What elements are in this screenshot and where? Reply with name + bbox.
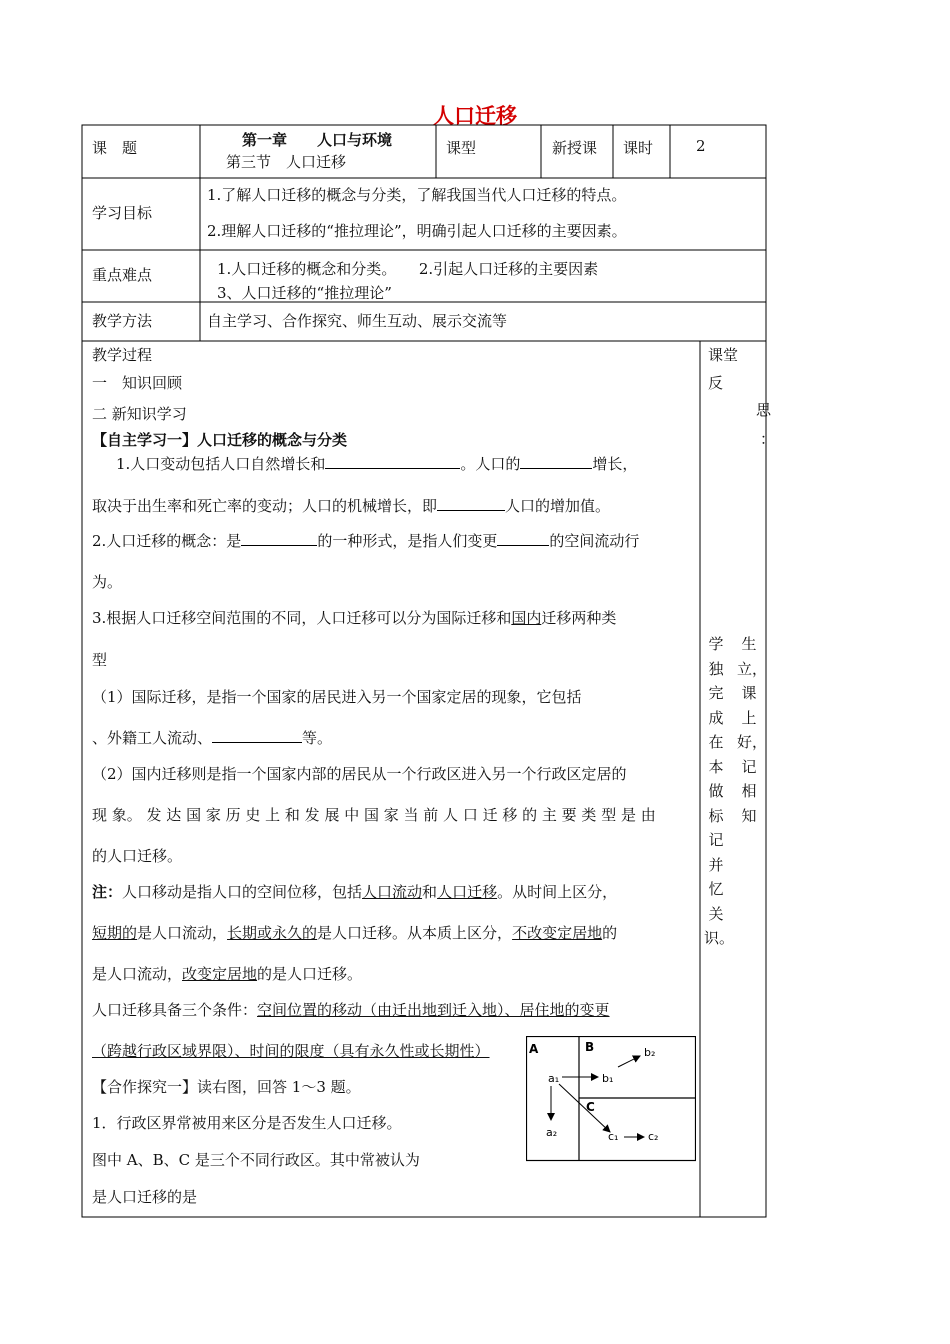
fill-blank[interactable] bbox=[212, 728, 302, 743]
paragraph-2-cont: 为。 bbox=[92, 573, 123, 591]
type-label: 课型 bbox=[446, 139, 477, 157]
note-line-2: 短期的是人口流动，长期或永久的是人口迁移。从本质上区分，不改变定居地的 bbox=[92, 924, 618, 942]
self-study-title: 【自主学习一】人口迁移的概念与分类 bbox=[92, 431, 348, 449]
question-1: 1．行政区界常被用来区分是否发生人口迁移。 bbox=[92, 1114, 402, 1132]
fill-blank[interactable] bbox=[497, 531, 549, 546]
point-a1-label: a₁ bbox=[548, 1072, 560, 1085]
reflection-colon: ： bbox=[760, 430, 776, 448]
key-points-label: 重点难点 bbox=[92, 266, 153, 284]
point-a2-label: a₂ bbox=[546, 1126, 558, 1139]
chapter-title: 第一章 人口与环境 bbox=[242, 131, 393, 149]
migration-diagram bbox=[526, 1036, 696, 1162]
paragraph-1: 1.人口变动包括人口自然增长和 。人口的 增长， bbox=[116, 455, 638, 473]
paragraph-5: （2）国内迁移则是指一个国家内部的居民从一个行政区进入另一个行政区定居的 bbox=[92, 765, 627, 783]
fill-blank[interactable] bbox=[325, 454, 460, 469]
point-b1-label: b₁ bbox=[602, 1072, 614, 1085]
hours-label: 课时 bbox=[623, 139, 654, 157]
reflection-heading-cont: 反 bbox=[708, 374, 724, 392]
conditions-line-1: 人口迁移具备三个条件：空间位置的移动（由迁出地到迁入地）、居住地的变更 bbox=[92, 1001, 610, 1019]
note-line-3: 是人口流动，改变定居地的是人口迁移。 bbox=[92, 965, 363, 983]
paragraph-5-end: 的人口迁移。 bbox=[92, 847, 183, 865]
point-c1-label: c₁ bbox=[608, 1130, 619, 1143]
methods-label: 教学方法 bbox=[92, 312, 153, 330]
review-heading: 一 知识回顾 bbox=[92, 374, 183, 392]
note-line-1: 注：人口移动是指人口的空间位移，包括人口流动和人口迁移。从时间上区分， bbox=[92, 883, 618, 901]
conditions-line-2: （跨越行政区域界限）、时间的限度（具有永久性或长期性） bbox=[92, 1042, 490, 1060]
question-1-cont: 图中 A、B、C 是三个不同行政区。其中常被认为 bbox=[92, 1151, 420, 1169]
region-a-label: A bbox=[529, 1042, 539, 1056]
topic-label: 课 题 bbox=[92, 139, 138, 157]
key-points-line: 3、人口迁移的“推拉理论” bbox=[217, 284, 392, 302]
goal-item: 1.了解人口迁移的概念与分类，了解我国当代人口迁移的特点。 bbox=[207, 186, 627, 204]
region-b-label: B bbox=[585, 1040, 595, 1054]
key-points-line: 1.人口迁移的概念和分类。 2.引起人口迁移的主要因素 bbox=[217, 260, 599, 278]
fill-blank[interactable] bbox=[241, 531, 317, 546]
paragraph-4-cont: 、外籍工人流动、 等。 bbox=[92, 729, 333, 747]
paragraph-3: 3.根据人口迁移空间范围的不同，人口迁移可以分为国际迁移和国内迁移两种类 bbox=[92, 609, 617, 627]
point-c2-label: c₂ bbox=[648, 1130, 659, 1143]
region-c-label: C bbox=[586, 1100, 595, 1114]
reflection-note-right: 生立，课上好，记相知 bbox=[737, 635, 768, 825]
question-1-end: 是人口迁移的是 bbox=[92, 1188, 198, 1206]
hours-value: 2 bbox=[696, 137, 706, 155]
section-title: 第三节 人口迁移 bbox=[226, 153, 347, 171]
new-heading: 二 新知识学习 bbox=[92, 405, 187, 423]
coop-heading: 【合作探究一】读右图，回答 1～3 题。 bbox=[92, 1078, 361, 1096]
reflection-note-left: 学独完成在本做标记并忆关识。 bbox=[704, 635, 735, 947]
paragraph-5-cont: 现 象。 发 达 国 家 历 史 上 和 发 展 中 国 家 当 前 人 口 迁 移 的 主 要 类 型 是 由 bbox=[92, 806, 656, 824]
paragraph-2: 2.人口迁移的概念：是 的一种形式，是指人们变更 的空间流动行 bbox=[92, 532, 640, 550]
fill-blank[interactable] bbox=[437, 496, 505, 511]
paragraph-3-cont: 型 bbox=[92, 651, 108, 669]
reflection-heading: 课堂 bbox=[708, 346, 739, 364]
paragraph-1-cont: 取决于出生率和死亡率的变动；人口的机械增长，即 人口的增加值。 bbox=[92, 497, 611, 515]
goal-item: 2.理解人口迁移的“推拉理论”，明确引起人口迁移的主要因素。 bbox=[207, 222, 627, 240]
type-value: 新授课 bbox=[552, 139, 598, 157]
page-title: 人口迁移 bbox=[433, 104, 517, 128]
process-heading: 教学过程 bbox=[92, 346, 153, 364]
fill-blank[interactable] bbox=[520, 454, 592, 469]
goals-label: 学习目标 bbox=[92, 204, 153, 222]
paragraph-4: （1）国际迁移，是指一个国家的居民进入另一个国家定居的现象，它包括 bbox=[92, 688, 582, 706]
methods-value: 自主学习、合作探究、师生互动、展示交流等 bbox=[207, 312, 508, 330]
reflection-heading-cont: 思 bbox=[756, 401, 772, 419]
point-b2-label: b₂ bbox=[644, 1046, 656, 1059]
